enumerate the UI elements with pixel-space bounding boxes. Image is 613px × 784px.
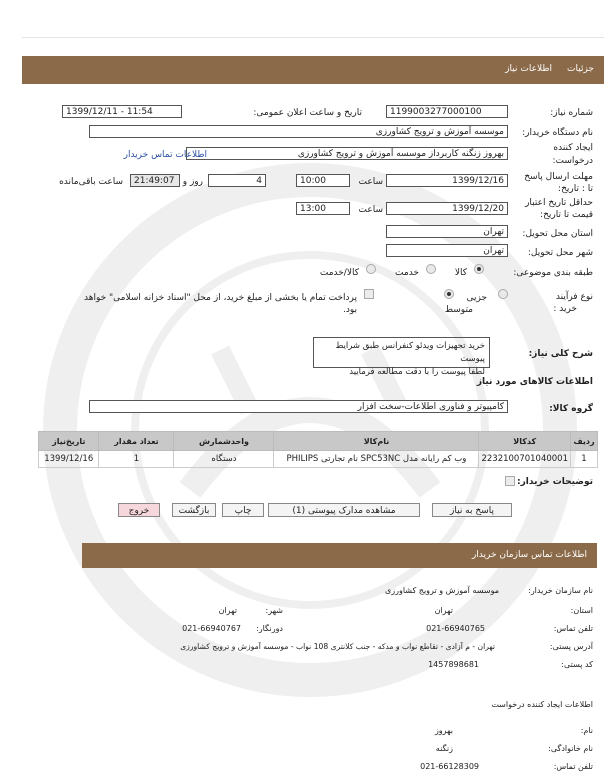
category-goods-radio[interactable] [474, 264, 484, 274]
contact-postal-value: 1457898681 [428, 660, 479, 669]
announce-label: تاریخ و ساعت اعلان عمومی: [253, 108, 362, 118]
process-label-1: نوع فرآیند [555, 292, 593, 302]
creator-info-title: اطلاعات ایجاد کننده درخواست [491, 700, 593, 709]
goods-group-label: گروه کالا: [549, 404, 593, 414]
print-button[interactable]: چاپ [222, 503, 264, 517]
buyer-notes-checkbox[interactable] [505, 476, 515, 486]
creator-label-2: درخواست: [552, 156, 593, 166]
contact-address-label: آدرس پستی: [549, 642, 593, 651]
cell-row: 1 [571, 451, 598, 468]
general-desc-line2: لطفا پیوست را با دقت مطالعه فرمایید [349, 367, 485, 377]
creator-family-value: زنگنه [435, 744, 453, 753]
tab-need-info[interactable]: اطلاعات نیاز [505, 64, 552, 74]
category-service-radio[interactable] [426, 264, 436, 274]
back-button[interactable]: بازگشت [172, 503, 216, 517]
buyer-notes-label: توضیحات خریدار: [517, 477, 593, 487]
cell-unit: دستگاه [174, 451, 274, 468]
payment-treasury-checkbox[interactable] [364, 289, 374, 299]
category-service-label: خدمت [395, 268, 419, 278]
days-field: 4 [208, 174, 266, 187]
process-minor-radio[interactable] [498, 289, 508, 299]
goods-group-field: کامپیوتر و فناوری اطلاعات-سخت افزار [89, 400, 508, 413]
validity-time-field: 13:00 [296, 202, 350, 215]
org-name-value: موسسه آموزش و ترویج کشاورزی [385, 586, 499, 595]
creator-name-value: بهروز [434, 726, 453, 735]
category-goods-service-radio[interactable] [366, 264, 376, 274]
tab-details[interactable]: جزئیات [567, 64, 594, 74]
contact-province-value: تهران [434, 606, 453, 615]
attachments-button[interactable]: مشاهده مدارک پیوستی (1) [268, 503, 420, 517]
items-table [38, 431, 598, 468]
deadline-label-1: مهلت ارسال پاسخ [524, 172, 593, 182]
creator-field: بهروز زنگنه کاربرداز موسسه آموزش و ترویج کشاورزی [186, 147, 508, 160]
creator-family-label: نام خانوادگی: [548, 744, 593, 753]
process-label-2: خرید : [553, 304, 577, 314]
validity-label-1: حداقل تاریخ اعتبار [525, 198, 593, 208]
col-date: تاریخ‌نیاز [39, 432, 99, 451]
header-bar [22, 56, 604, 84]
exit-button[interactable]: خروج [118, 503, 160, 517]
goods-info-title: اطلاعات کالاهای مورد نیاز [476, 377, 593, 387]
col-code: کدکالا [479, 432, 571, 451]
validity-label-2: قیمت تا تاریخ: [540, 210, 593, 220]
need-number-field: 1199003277000100 [386, 105, 508, 118]
cell-name: وب کم رایانه مدل SPC53NC نام تجارتی PHILIPS [274, 451, 479, 468]
table-row [39, 451, 598, 468]
deadline-time-field: 10:00 [296, 174, 350, 187]
general-desc-box [313, 337, 490, 377]
col-row: ردیف [571, 432, 598, 451]
general-desc-line1: خرید تجهیزات ویدئو کنفرانس طبق شرایط پیوست [335, 341, 485, 364]
deadline-time-label: ساعت [358, 177, 383, 187]
remaining-time-field: 21:49:07 [130, 174, 180, 187]
process-medium-label: متوسط [444, 305, 473, 315]
cell-code: 2232100701040001 [479, 451, 571, 468]
contact-address-value: تهران - م آزادی - تقاطع نواب و مدکه - جنب کلانتری 108 نواب - موسسه آموزش و ترویج کشاورزی [180, 642, 495, 651]
contact-header-bar [82, 543, 597, 568]
category-goods-label: کالا [454, 268, 467, 278]
contact-title: اطلاعات تماس سازمان خریدار [471, 550, 587, 560]
col-name: نام‌کالا [274, 432, 479, 451]
contact-city-value: تهران [218, 606, 237, 615]
creator-phone-label: تلفن تماس: [553, 762, 593, 771]
need-number-label: شماره نیاز: [550, 108, 593, 118]
contact-city-label: شهر: [265, 606, 283, 615]
contact-province-label: استان: [570, 606, 593, 615]
buyer-org-label: نام دستگاه خریدار: [522, 128, 593, 138]
col-unit: واحدشمارش [174, 432, 274, 451]
category-label: طبقه بندی موضوعی: [513, 268, 593, 278]
city-label: شهر محل تحویل: [527, 248, 593, 258]
announce-field: 1399/12/11 - 11:54 [62, 105, 182, 118]
contact-fax-value: 021-66940767 [182, 624, 241, 633]
contact-postal-label: کد پستی: [561, 660, 593, 669]
validity-date-field: 1399/12/20 [386, 202, 508, 215]
deadline-label-2: تا : تاریخ: [558, 184, 593, 194]
days-label: روز و [182, 177, 203, 187]
buyer-org-field: موسسه آموزش و ترویج کشاورزی [89, 125, 508, 138]
creator-label-1: ایجاد کننده [553, 143, 593, 153]
org-name-label: نام سازمان خریدار: [528, 586, 593, 595]
creator-phone-value: 021-66128309 [420, 762, 479, 771]
cell-date: 1399/12/16 [39, 451, 99, 468]
process-medium-radio[interactable] [444, 289, 454, 299]
general-desc-label: شرح کلی نیاز: [528, 349, 593, 359]
top-divider [22, 37, 604, 38]
buyer-contact-link[interactable]: اطلاعات تماس خریدار [123, 150, 207, 160]
validity-time-label: ساعت [358, 205, 383, 215]
payment-note-line2: بود. [342, 305, 357, 315]
contact-fax-label: دورنگار: [256, 624, 283, 633]
contact-phone-label: تلفن تماس: [553, 624, 593, 633]
city-field: تهران [386, 244, 508, 257]
creator-name-label: نام: [580, 726, 593, 735]
col-qty: تعداد مقدار [99, 432, 174, 451]
process-minor-label: جزیی [466, 293, 487, 303]
table-header-row [39, 432, 598, 451]
remaining-label: ساعت باقی‌مانده [59, 177, 123, 187]
reply-button[interactable]: پاسخ به نیاز [432, 503, 512, 517]
deadline-date-field: 1399/12/16 [386, 174, 508, 187]
watermark-logo [0, 150, 613, 710]
province-field: تهران [386, 225, 508, 238]
payment-note-line1: پرداخت تمام یا بخشی از مبلغ خرید، از محل "اسناد خزانه اسلامی" خواهد [84, 293, 357, 303]
province-label: استان محل تحویل: [522, 229, 593, 239]
cell-qty: 1 [99, 451, 174, 468]
contact-phone-value: 021-66940765 [426, 624, 485, 633]
category-goods-service-label: کالا/خدمت [319, 268, 359, 278]
